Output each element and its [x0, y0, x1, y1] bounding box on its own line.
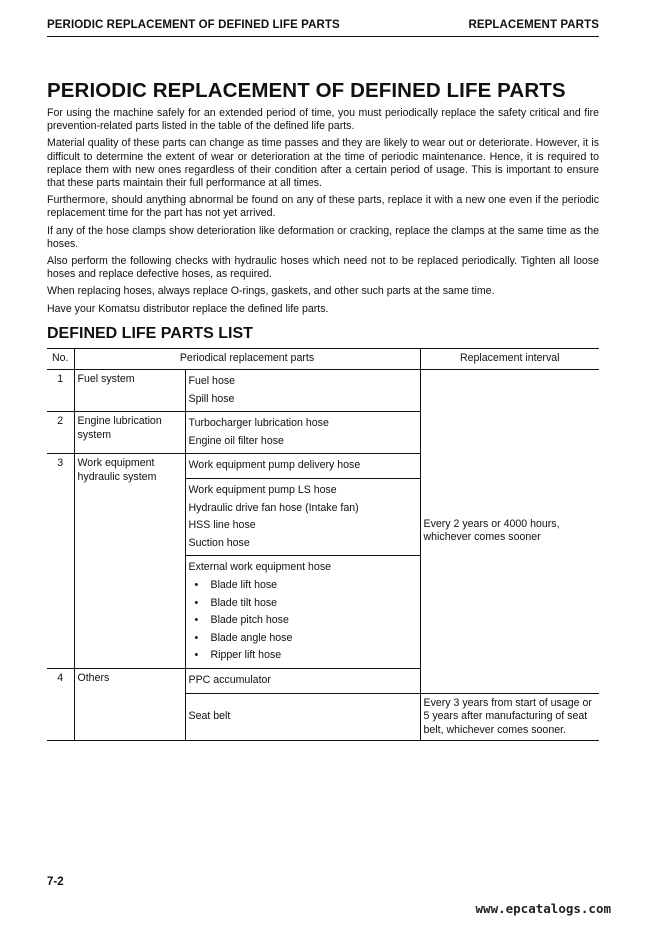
parts-cell [185, 478, 420, 555]
paragraph-2: Material quality of these parts can change as time passes and they are likely to wear out or deteriorate. However, it is difficult to determine the extent of wear or deterioration at the time of periodic maintenance. Hence, it is required to replace them with new ones regardless of their condition after a certain period of usage. This is important to ensure that these parts maintain their full performance at all times. [47, 137, 599, 190]
bullet-icon: • [194, 596, 199, 609]
defined-life-parts-table [47, 348, 599, 741]
bullet-icon: • [194, 578, 199, 591]
bullet-icon: • [194, 649, 199, 662]
part-item: Seat belt [188, 710, 231, 723]
paragraph-7: Have your Komatsu distributor replace the defined life parts. [47, 302, 329, 315]
parts-cell [185, 454, 420, 479]
parts-cell [185, 556, 420, 669]
bullet-icon: • [194, 614, 199, 627]
bullet-icon: • [194, 631, 199, 644]
section-title: DEFINED LIFE PARTS LIST [47, 325, 253, 342]
paragraph-3: Furthermore, should anything abnormal be found on any of these parts, replace it with a new one even if the periodic replacement time for the part has not yet arrived. [47, 194, 599, 220]
interval-cell: Every 3 years from start of usage or 5 years after manufacturing of seat belt, whichever comes sooner. [420, 693, 599, 741]
col-header-parts: Periodical replacement parts [74, 349, 420, 370]
part-item: Ripper lift hose [210, 649, 282, 662]
part-item: Fuel hose [188, 375, 236, 387]
part-item: Work equipment pump delivery hose [188, 459, 361, 472]
paragraph-5: Also perform the following checks with hydraulic hoses which need not to be replaced periodically. Tighten all loose hoses and replace defective hoses, as required. [47, 255, 599, 281]
part-item: Spill hose [188, 392, 235, 405]
bullet-item [189, 577, 417, 595]
part-item: Turbocharger lubrication hose [188, 417, 329, 430]
bullet-item [189, 612, 417, 630]
watermark: www.epcatalogs.com [475, 901, 611, 916]
paragraph-6: When replacing hoses, always replace O-rings, gaskets, and other such parts at the same time. [47, 285, 495, 298]
parts-cell [185, 693, 420, 741]
row-number: 3 [47, 454, 74, 669]
row-number: 2 [47, 412, 74, 454]
row-number: 4 [47, 668, 74, 740]
part-item: Engine oil filter hose [188, 434, 284, 447]
part-item: HSS line hose [188, 519, 256, 532]
system-name: Work equipment hydraulic system [74, 454, 185, 669]
table-header-row [47, 349, 599, 370]
part-item: Blade angle hose [210, 631, 293, 644]
col-header-no: No. [47, 349, 74, 370]
parts-cell [185, 412, 420, 454]
part-group-title: External work equipment hose [188, 561, 332, 574]
bullet-item [189, 647, 417, 665]
part-item: Suction hose [188, 536, 250, 549]
page-number: 7-2 [47, 876, 64, 888]
interval-cell: Every 2 years or 4000 hours, whichever comes sooner [420, 370, 599, 694]
table-row [47, 370, 599, 412]
part-item: Blade tilt hose [210, 596, 278, 609]
bullet-item [189, 630, 417, 648]
system-name: Fuel system [74, 370, 185, 412]
paragraph-4: If any of the hose clamps show deterioration like deformation or cracking, replace the clamps at the same time as the hoses. [47, 224, 599, 250]
part-item: Work equipment pump LS hose [188, 483, 337, 496]
system-name: Engine lubrication system [74, 412, 185, 454]
running-header-right: REPLACEMENT PARTS [468, 19, 599, 31]
row-number: 1 [47, 370, 74, 412]
paragraph-1: For using the machine safely for an extended period of time, you must periodically replace the safety critical and fire prevention-related parts listed in the table of the defined life parts. [47, 107, 599, 133]
system-name: Others [74, 668, 185, 740]
bullet-item [189, 595, 417, 613]
page-title: PERIODIC REPLACEMENT OF DEFINED LIFE PARTS [47, 79, 566, 102]
part-item: Blade pitch hose [210, 614, 289, 627]
running-header-left: PERIODIC REPLACEMENT OF DEFINED LIFE PARTS [47, 19, 340, 31]
header-divider [47, 36, 599, 37]
col-header-interval: Replacement interval [420, 349, 599, 370]
parts-cell [185, 370, 420, 412]
parts-cell [185, 668, 420, 693]
part-item: Hydraulic drive fan hose (Intake fan) [188, 501, 359, 514]
part-item: Blade lift hose [210, 578, 278, 591]
intro-text [47, 107, 599, 320]
part-item: PPC accumulator [188, 673, 271, 686]
